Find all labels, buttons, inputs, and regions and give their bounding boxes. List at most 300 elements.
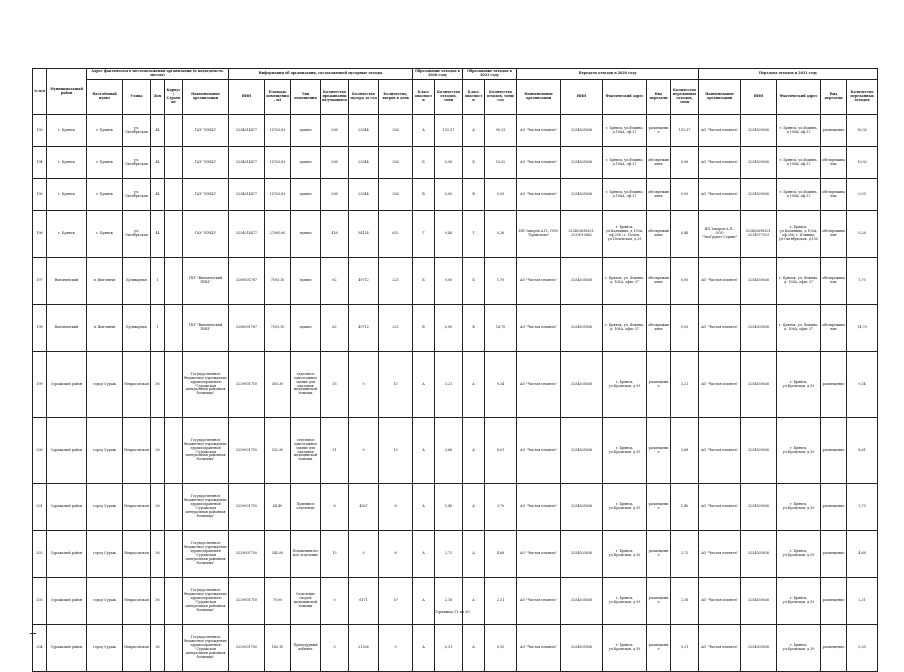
cell-taddr2: г. Брянск, ул.Кромская, д.39 <box>777 352 821 418</box>
cell-torg1: АО "Чистая планета" <box>517 531 561 578</box>
cell-area: 383,30 <box>265 352 291 418</box>
table-row <box>33 147 878 179</box>
cell-taddr1: г. Брянск, ул.Фокина, д.108А, оф.37 <box>603 147 647 179</box>
cell-torg2: АО "Чистая планета" <box>699 625 741 672</box>
cell-taddr1: г. Брянск, ул.Калинина, д.100А, оф.206 / г. Почеп, ул.Почепская, д.29 <box>603 211 647 258</box>
cell-locality: п. Выгоничи <box>87 258 123 305</box>
cell-m3: 54124 <box>349 211 379 258</box>
cell-tq1: 0,00 <box>671 258 699 305</box>
cell-org: ГАУ "БЭКЦ" <box>183 179 229 211</box>
cell-district: Суражский район <box>47 418 87 484</box>
cell-taddr2: г. Брянск, ул.Кромская, д.39 <box>777 531 821 578</box>
cell-tinn2: 3254505836 <box>741 147 777 179</box>
cell-tkind2: обезвреживание <box>821 179 847 211</box>
cell-street: Бульварная <box>123 305 151 352</box>
cell-no: 199 <box>33 352 47 418</box>
cell-q2: 3,70 <box>485 484 517 531</box>
group-header-trans2020: Передача отходов в 2020 году <box>517 69 699 80</box>
cell-ptype: Процедурный кабинет <box>291 625 321 672</box>
cell-ptype: отдельное одноэтажное здание для оказания медицинской помощи <box>291 352 321 418</box>
cell-people: 416 <box>321 211 349 258</box>
cell-m3: 0 <box>349 531 379 578</box>
cell-area: 7593,10 <box>265 258 291 305</box>
cell-q1: 0,96 <box>435 147 463 179</box>
cell-m3: 25044 <box>349 179 379 211</box>
cell-lit: 8 <box>379 531 413 578</box>
cell-locality: город Сураж <box>87 484 123 531</box>
cell-torg1: АО "Чистая планета" <box>517 352 561 418</box>
cell-org: ГАУ "БЭКЦ" <box>183 211 229 258</box>
cell-tinn2: 3254505836 <box>741 418 777 484</box>
cell-people: 62 <box>321 305 349 352</box>
cell-house: 36 <box>151 531 165 578</box>
cell-street: Некрасовская <box>123 531 151 578</box>
cell-tq1: 0,46 <box>671 211 699 258</box>
cell-q2: 2,31 <box>485 578 517 625</box>
column-header: Количество проживающих/учащихся <box>321 80 349 115</box>
cell-tkind2: обезвреживание <box>821 211 847 258</box>
cell-area: 70,00 <box>265 578 291 625</box>
cell-people: 31 <box>321 418 349 484</box>
cell-area: 15703,83 <box>265 147 291 179</box>
cell-q1: 0,00 <box>435 258 463 305</box>
cell-tkind1: обезвреживание <box>647 258 671 305</box>
cell-cls2: А <box>463 484 485 531</box>
cell-q1: 0,00 <box>435 179 463 211</box>
cell-lit: 326 <box>379 115 413 147</box>
column-header: Вид передачи <box>647 80 671 115</box>
cell-tkind2: размещение <box>821 352 847 418</box>
table-row <box>33 484 878 531</box>
cell-no: 201 <box>33 484 47 531</box>
cell-org: Государственное бюджетное учреждение здравоохранения "Суражская центральная районная больница" <box>183 531 229 578</box>
table-row <box>33 625 878 672</box>
cell-tq1: 0,00 <box>671 305 699 352</box>
cell-tq1: 151,37 <box>671 115 699 147</box>
column-header: Наименование организации <box>517 80 561 115</box>
cell-taddr2: г. Брянск, ул.Фокина, д.108А, оф.37 <box>777 115 821 147</box>
cell-tq2: 90,33 <box>847 115 878 147</box>
cell-tq2: 1,70 <box>847 258 878 305</box>
cell-taddr2: г. Брянск, ул.Кромская, д.39 <box>777 625 821 672</box>
column-header: ИНН <box>741 80 777 115</box>
cell-lit: 326 <box>379 179 413 211</box>
cell-tinn1: 323403698201, 3229010862 <box>561 211 603 258</box>
cell-area: 7593,10 <box>265 305 291 352</box>
cell-tkind2: размещение <box>821 418 847 484</box>
cell-tq2: 0,35 <box>847 625 878 672</box>
cell-tinn2: 3254505836 <box>741 625 777 672</box>
cell-corp <box>165 115 183 147</box>
cell-locality: город Сураж <box>87 578 123 625</box>
cell-org: ГКУ "Выгоничский ПНИ" <box>183 258 229 305</box>
cell-tq2: 0,05 <box>847 179 878 211</box>
cell-torg1: АО "Чистая планета" <box>517 115 561 147</box>
cell-torg2: АО "Чистая планета" <box>699 352 741 418</box>
cell-area: 532,30 <box>265 418 291 484</box>
cell-people: 35 <box>321 352 349 418</box>
cell-tq1: 3,68 <box>671 418 699 484</box>
group-header-form: Образование отходов в 2020 году <box>413 69 463 80</box>
cell-cls1: А <box>413 352 435 418</box>
cell-org: Государственное бюджетное учреждение здравоохранения "Суражская центральная районная больница" <box>183 578 229 625</box>
cell-tq1: 1,40 <box>671 484 699 531</box>
cell-torg1: АО "Чистая планета" <box>517 578 561 625</box>
cell-tq2: 14,70 <box>847 305 878 352</box>
cell-street: ул. Октябрьская <box>123 211 151 258</box>
cell-cls1: Г <box>413 211 435 258</box>
cell-ptype: Поликлиническое отделение <box>291 531 321 578</box>
cell-taddr2: г. Брянск, ул.Кромская, д.39 <box>777 418 821 484</box>
cell-tq2: 2,31 <box>847 578 878 625</box>
cell-q2: 0,35 <box>485 625 517 672</box>
cell-q1: 2,18 <box>435 578 463 625</box>
cell-tkind1: обезвреживание <box>647 305 671 352</box>
cell-m3: 0 <box>349 418 379 484</box>
cell-people: 0 <box>321 578 349 625</box>
cell-tq1: 0,00 <box>671 179 699 211</box>
cell-torg1: ИП Захаров А.П., ООО "Брянскэко" <box>517 211 561 258</box>
cell-m3: 49712 <box>349 258 379 305</box>
cell-house: 36 <box>151 625 165 672</box>
cell-torg2: АО "Чистая планета" <box>699 484 741 531</box>
cell-people: 208 <box>321 147 349 179</box>
cell-district: Суражский район <box>47 578 87 625</box>
cell-inn: 3229001750 <box>229 418 265 484</box>
cell-corp <box>165 578 183 625</box>
cell-q2: 8,61 <box>485 418 517 484</box>
cell-tkind1: размещение <box>647 625 671 672</box>
cell-q2: 4,68 <box>485 531 517 578</box>
cell-org: ГАУ "БЭКЦ" <box>183 147 229 179</box>
cell-torg1: АО "Чистая планета" <box>517 179 561 211</box>
cell-q2: 0,26 <box>485 211 517 258</box>
cell-cls1: Б <box>413 258 435 305</box>
cell-tinn1: 3254505836 <box>561 179 603 211</box>
cell-locality: г. Брянск <box>87 147 123 179</box>
cell-lit: 13 <box>379 352 413 418</box>
cell-tq2: 8,61 <box>847 418 878 484</box>
cell-tq1: 0,96 <box>671 147 699 179</box>
cell-tinn1: 3254505836 <box>561 625 603 672</box>
cell-cls1: А <box>413 418 435 484</box>
cell-torg2: АО "Чистая планета" <box>699 179 741 211</box>
cell-people: 208 <box>321 115 349 147</box>
cell-lit: 8 <box>379 484 413 531</box>
cell-taddr2: г. Брянск, ул.Кромская, д.39 <box>777 484 821 531</box>
group-header-no: № п/п <box>33 69 47 115</box>
cell-q2: 9,34 <box>485 352 517 418</box>
cell-tkind1: размещение <box>647 578 671 625</box>
cell-tinn1: 3254505836 <box>561 352 603 418</box>
cell-tkind2: размещение <box>821 578 847 625</box>
cell-q1: 2,72 <box>435 531 463 578</box>
cell-q1: 3,21 <box>435 352 463 418</box>
cell-area: 160,10 <box>265 625 291 672</box>
cell-corp <box>165 258 183 305</box>
cell-people: 15 <box>321 531 349 578</box>
cell-org: Государственное бюджетное учреждение здравоохранения "Суражская центральная районная больница" <box>183 484 229 531</box>
cell-taddr2: г. Брянск, ул.Фокина, д.108А, оф.37 <box>777 179 821 211</box>
cell-district: г. Брянск <box>47 211 87 258</box>
cell-tkind1: размещение <box>647 352 671 418</box>
cell-tq1: 2,18 <box>671 578 699 625</box>
cell-inn: 3206001787 <box>229 258 265 305</box>
cell-q1: 0,46 <box>435 211 463 258</box>
cell-tkind2: размещение <box>821 115 847 147</box>
cell-ptype: здание <box>291 147 321 179</box>
column-header: ИНН <box>561 80 603 115</box>
cell-org: ГАУ "БЭКЦ" <box>183 115 229 147</box>
cell-inn: 3229001750 <box>229 578 265 625</box>
cell-locality: город Сураж <box>87 352 123 418</box>
cell-no: 203 <box>33 578 47 625</box>
cell-ptype: здание <box>291 179 321 211</box>
cell-cls1: В <box>413 179 435 211</box>
cell-ptype: здание <box>291 115 321 147</box>
cell-corp <box>165 352 183 418</box>
corner-mark <box>30 633 36 634</box>
cell-no: 200 <box>33 418 47 484</box>
cell-street: ул. Октябрьская <box>123 179 151 211</box>
cell-corp <box>165 531 183 578</box>
cell-corp <box>165 147 183 179</box>
cell-taddr1: г. Брянск, ул.Кромская, д.39 <box>603 578 647 625</box>
column-header: Количество отходов, тонн/год <box>485 80 517 115</box>
cell-torg2: АО "Чистая планета" <box>699 531 741 578</box>
cell-m3: 25044 <box>349 147 379 179</box>
cell-no: 196 <box>33 211 47 258</box>
cell-people: 8 <box>321 484 349 531</box>
table-header <box>33 69 878 115</box>
cell-cls1: А <box>413 115 435 147</box>
cell-taddr1: г. Брянск, ул.Кромская, д.39 <box>603 531 647 578</box>
cell-cls2: А <box>463 352 485 418</box>
column-header: Количество отходов, тонн <box>435 80 463 115</box>
table-body <box>33 115 878 672</box>
cell-q1: 1,40 <box>435 484 463 531</box>
cell-tq2: 0,26 <box>847 211 878 258</box>
cell-lit: 652 <box>379 211 413 258</box>
cell-taddr1: г. Брянск, ул.Кромская, д.39 <box>603 418 647 484</box>
cell-tkind2: обезвреживание <box>821 258 847 305</box>
cell-cls2: А <box>463 418 485 484</box>
table-row <box>33 578 878 625</box>
table-row <box>33 352 878 418</box>
cell-district: Суражский район <box>47 531 87 578</box>
cell-cls1: Б <box>413 147 435 179</box>
cell-district: г. Брянск <box>47 179 87 211</box>
cell-tq2: 10,02 <box>847 147 878 179</box>
cell-org: Государственное бюджетное учреждение здравоохранения "Суражская центральная районная больница" <box>183 418 229 484</box>
cell-cls2: В <box>463 305 485 352</box>
cell-tinn1: 3254505836 <box>561 578 603 625</box>
cell-corp <box>165 625 183 672</box>
cell-inn: 3206001787 <box>229 305 265 352</box>
column-header: Класс опасности <box>413 80 435 115</box>
cell-taddr2: г. Брянск, ул.Кромская, д.39 <box>777 578 821 625</box>
column-header: Количество, литров в день <box>379 80 413 115</box>
cell-taddr1: г. Брянск, ул.Кромская, д.39 <box>603 352 647 418</box>
cell-q2: 0,05 <box>485 179 517 211</box>
cell-tq2: 9,34 <box>847 352 878 418</box>
group-header-addr: Адрес фактического местоположения организации (в подведомств. местах) <box>87 69 229 80</box>
cell-torg2: ИП Захаров А.П., ООО "ЭкоГрупп+Сервис" <box>699 211 741 258</box>
cell-q1: 3,68 <box>435 418 463 484</box>
cell-taddr1: г. Брянск, ул.Фокина, д.108А, оф.37 <box>603 115 647 147</box>
cell-m3: 4367 <box>349 484 379 531</box>
cell-area: 44,40 <box>265 484 291 531</box>
cell-district: Выгоничский <box>47 258 87 305</box>
cell-district: г. Брянск <box>47 115 87 147</box>
cell-org: Государственное бюджетное учреждение здравоохранения "Суражская центральная районная больница" <box>183 625 229 672</box>
cell-no: 204 <box>33 625 47 672</box>
cell-house: 44 <box>151 147 165 179</box>
cell-q2: 90,33 <box>485 115 517 147</box>
column-header: Наименование организации <box>183 80 229 115</box>
cell-q2: 10,02 <box>485 147 517 179</box>
cell-tq2: 4,68 <box>847 531 878 578</box>
cell-torg1: АО "Чистая планета" <box>517 625 561 672</box>
cell-org: ГКУ "Выгоничский ПНИ" <box>183 305 229 352</box>
cell-ptype: отдельное одноэтажное здание для оказания медицинской помощи <box>291 418 321 484</box>
cell-inn: 3229001750 <box>229 484 265 531</box>
group-header-info: Информация об организации, составляющей мусорные отходы <box>229 69 413 80</box>
cell-tinn1: 3254505836 <box>561 147 603 179</box>
cell-inn: 3234014477 <box>229 147 265 179</box>
cell-tinn1: 3254505836 <box>561 115 603 147</box>
cell-people: 208 <box>321 179 349 211</box>
cell-cls1: А <box>413 484 435 531</box>
cell-area: 27083,60 <box>265 211 291 258</box>
cell-taddr1: г. Брянск, ул. Фокина, д. 108А, офис 37 <box>603 305 647 352</box>
register-sheet <box>32 68 874 672</box>
cell-q1: 151,37 <box>435 115 463 147</box>
cell-no: 194 <box>33 147 47 179</box>
cell-lit: 223 <box>379 258 413 305</box>
cell-district: Суражский район <box>47 352 87 418</box>
column-header: Улица <box>123 80 151 115</box>
cell-tkind1: размещение <box>647 531 671 578</box>
cell-org: Государственное бюджетное учреждение здравоохранения "Суражская центральная районная больница" <box>183 352 229 418</box>
waste-register-table <box>32 68 878 672</box>
cell-inn: 3229001750 <box>229 352 265 418</box>
cell-street: Некрасовская <box>123 418 151 484</box>
cell-street: Некрасовская <box>123 578 151 625</box>
cell-lit: 13 <box>379 418 413 484</box>
cell-no: 198 <box>33 305 47 352</box>
cell-inn: 3234014477 <box>229 211 265 258</box>
cell-tkind1: размещение <box>647 115 671 147</box>
cell-q2: 1,70 <box>485 258 517 305</box>
cell-people: 62 <box>321 258 349 305</box>
cell-lit: 19 <box>379 578 413 625</box>
cell-corp <box>165 211 183 258</box>
cell-district: г. Брянск <box>47 147 87 179</box>
cell-torg1: АО "Чистая планета" <box>517 258 561 305</box>
cell-ptype: здание <box>291 305 321 352</box>
cell-tq1: 3,21 <box>671 352 699 418</box>
cell-cls1: А <box>413 531 435 578</box>
cell-ptype: здание <box>291 211 321 258</box>
cell-taddr1: г. Брянск, ул.Фокина, д.108А, оф.37 <box>603 179 647 211</box>
cell-tinn1: 3254505836 <box>561 418 603 484</box>
cell-taddr1: г. Брянск, ул.Кромская, д.39 <box>603 484 647 531</box>
cell-q1: 0,00 <box>435 305 463 352</box>
cell-tinn2: 3254505836 <box>741 115 777 147</box>
column-header: Фактический адрес <box>777 80 821 115</box>
cell-tkind2: размещение <box>821 484 847 531</box>
cell-district: Суражский район <box>47 484 87 531</box>
cell-house: 44 <box>151 115 165 147</box>
cell-tinn2: 3254505836 <box>741 305 777 352</box>
cell-street: Бульварная <box>123 258 151 305</box>
page-footer: Страница 11 из 50 <box>434 610 470 614</box>
cell-cls1: А <box>413 578 435 625</box>
cell-taddr2: г. Брянск, ул.Калинина, д.100А, оф.206, г. Клинцы, ул.Октябрьская, д.150 <box>777 211 821 258</box>
cell-corp <box>165 305 183 352</box>
cell-ptype: здание <box>291 258 321 305</box>
column-header: Наименование организации <box>699 80 741 115</box>
column-header: Количество мусора за год <box>349 80 379 115</box>
cell-tkind1: обезвреживание <box>647 147 671 179</box>
column-header: ИНН <box>229 80 265 115</box>
cell-cls2: В <box>463 179 485 211</box>
cell-tkind2: обезвреживание <box>821 305 847 352</box>
cell-area: 15703,83 <box>265 115 291 147</box>
cell-house: 36 <box>151 578 165 625</box>
cell-tinn2: 3254505836 <box>741 179 777 211</box>
column-header: Дом <box>151 80 165 115</box>
cell-torg1: АО "Чистая планета" <box>517 484 561 531</box>
cell-cls1: В <box>413 305 435 352</box>
cell-taddr1: г. Брянск, ул. Фокина, д. 108А, офис 37 <box>603 258 647 305</box>
table-row <box>33 305 878 352</box>
cell-tinn1: 3254505836 <box>561 484 603 531</box>
cell-torg2: АО "Чистая планета" <box>699 147 741 179</box>
table-row <box>33 115 878 147</box>
column-header: Площадь помещения, м2 <box>265 80 291 115</box>
group-header-district: Муниципальный район <box>47 69 87 115</box>
cell-tkind1: обезвреживание <box>647 179 671 211</box>
cell-tinn1: 3254505836 <box>561 531 603 578</box>
cell-tinn2: 3254505836 <box>741 578 777 625</box>
cell-torg2: АО "Чистая планета" <box>699 115 741 147</box>
cell-m3: 49712 <box>349 305 379 352</box>
cell-cls2: Г <box>463 211 485 258</box>
column-header: Вид передачи <box>821 80 847 115</box>
cell-locality: г. Брянск <box>87 115 123 147</box>
cell-torg1: АО "Чистая планета" <box>517 147 561 179</box>
column-header: Тип помещения <box>291 80 321 115</box>
cell-tkind1: обезвреживание <box>647 211 671 258</box>
group-header-form2: Образование отходов в 2021 году <box>463 69 517 80</box>
cell-inn: 3234014477 <box>229 179 265 211</box>
cell-street: Некрасовская <box>123 625 151 672</box>
cell-house: 36 <box>151 352 165 418</box>
cell-house: 36 <box>151 418 165 484</box>
cell-tkind1: размещение <box>647 484 671 531</box>
cell-taddr2: г. Брянск, ул. Фокина, д. 108А, офис 37 <box>777 258 821 305</box>
cell-inn: 3229001750 <box>229 625 265 672</box>
cell-cls2: Б <box>463 258 485 305</box>
cell-torg1: АО "Чистая планета" <box>517 418 561 484</box>
cell-corp <box>165 179 183 211</box>
cell-tkind2: размещение <box>821 625 847 672</box>
column-header: Количество переданных отходов, тонн <box>671 80 699 115</box>
cell-tinn2: 3254505836 <box>741 352 777 418</box>
column-header: Класс опасности <box>463 80 485 115</box>
